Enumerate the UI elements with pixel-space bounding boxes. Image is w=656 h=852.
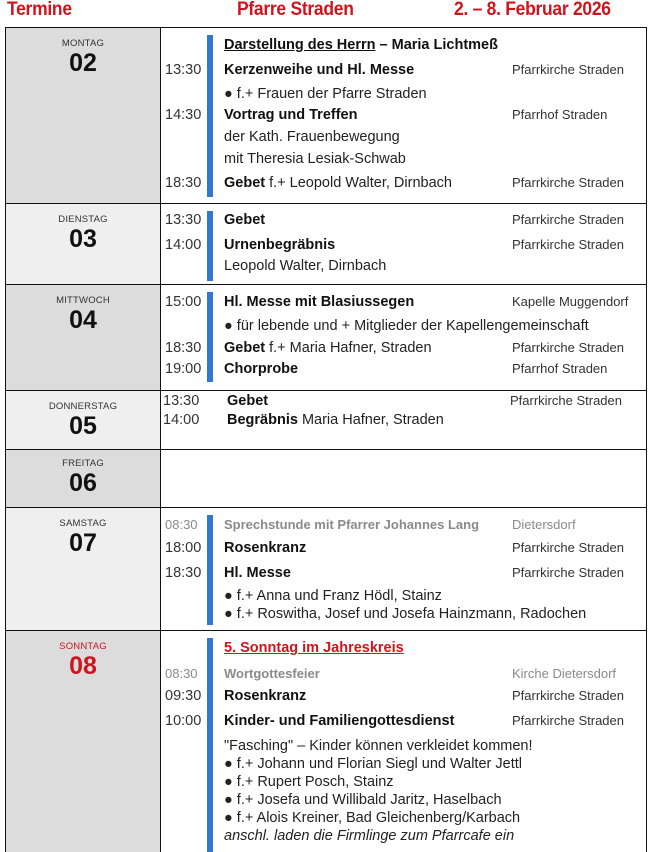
accent-bar: [207, 638, 213, 852]
day-row-sunday: [6, 631, 646, 852]
day-name: MITTWOCH: [56, 295, 110, 306]
day-name: FREITAG: [62, 458, 104, 469]
event-location: Dietersdorf: [512, 517, 576, 532]
event-time: 08:30: [165, 666, 198, 681]
event-time: 18:30: [165, 340, 202, 356]
event-location: Pfarrhof Straden: [512, 107, 608, 122]
day-row-friday: [6, 450, 646, 508]
event-title: Rosenkranz: [224, 540, 307, 556]
event-time: 09:30: [165, 688, 202, 704]
day-name: DONNERSTAG: [48, 401, 118, 412]
day-row-thursday: [6, 391, 646, 450]
event-time: 10:00: [165, 713, 202, 729]
header-date-range: 2. – 8. Februar 2026: [454, 0, 611, 20]
day-number: 06: [69, 469, 97, 497]
event-time: 14:00: [165, 237, 202, 253]
event-time: 13:30: [165, 62, 202, 78]
event-title: Rosenkranz: [224, 688, 307, 704]
day-number: 08: [69, 652, 97, 680]
day-number: 03: [69, 225, 97, 253]
accent-bar: [207, 211, 213, 281]
feast-title: Darstellung des Herrn: [224, 37, 376, 53]
event-time: 13:30: [163, 393, 200, 409]
day-number: 02: [69, 49, 97, 77]
day-number: 04: [69, 306, 97, 334]
event-title: Gebet: [224, 175, 266, 191]
day-events: 08:30 Sprechstunde mit Pfarrer Johannes Lang Dietersdorf 18:00 Rosenkranz Pfarrkirche Straden 18:30 Hl. Messe Pfarrkirche Straden ● f.+ Anna und Franz Hödl, Stainz ● f.+ Roswitha, Josef und Josefa Hainzmann, Radochen: [162, 508, 646, 630]
schedule-table: [5, 27, 647, 852]
day-row-saturday: [6, 508, 646, 631]
day-number: 05: [69, 412, 97, 440]
day-cell: [6, 631, 161, 852]
accent-bar: [207, 292, 213, 382]
event-time: 14:30: [165, 107, 202, 123]
day-name: SONNTAG: [59, 641, 107, 652]
day-name: MONTAG: [61, 38, 105, 49]
event-time: 14:00: [163, 412, 200, 428]
event-title: Vortrag und Treffen: [224, 107, 358, 123]
event-time: 13:30: [165, 212, 202, 228]
event-location: Pfarrkirche Straden: [512, 340, 624, 355]
event-location: Pfarrkirche Straden: [512, 713, 624, 728]
event-location: Kapelle Muggendorf: [512, 294, 629, 309]
event-location: Pfarrhof Straden: [512, 361, 608, 376]
day-cell: [6, 204, 161, 284]
day-cell: [6, 28, 161, 203]
day-events: 5. Sonntag im Jahreskreis 08:30 Wortgottesfeier Kirche Dietersdorf 09:30 Rosenkranz Pfarrkirche Straden 10:00 Kinder- und Familiengottesdienst Pfarrkirche Straden "Fasching" – Kinder können verkleidet kommen! ● f.+ Johann und Florian Siegl und Walter Jettl ● f.+ Rupert Posch, Stainz ● f.+ Josefa und Willibald Jaritz, Haselbach ● f.+ Alois Kreiner, Bad Gleichenberg/Karbach anschl. laden die Firmlinge zum Pfarrcafe ein: [162, 631, 646, 852]
event-location: Pfarrkirche Straden: [512, 565, 624, 580]
header-termine: Termine: [7, 0, 72, 20]
day-events: Darstellung des Herrn – Maria Lichtmeß 13:30 Kerzenweihe und Hl. Messe Pfarrkirche Straden ● f.+ Frauen der Pfarre Straden 14:30 Vortrag und Treffen Pfarrhof Straden der Kath. Frauenbewegung mit Theresia Lesiak-Schwab 18:30 Gebet f.+ Leopold Walter, Dirnbach Pfarrkirche Straden: [162, 28, 646, 203]
event-title: Kerzenweihe und Hl. Messe: [224, 62, 415, 78]
event-title: Gebet: [224, 212, 266, 228]
event-title: Sprechstunde mit Pfarrer Johannes Lang: [224, 517, 480, 532]
event-time: 15:00: [165, 294, 202, 310]
day-cell: [6, 285, 161, 390]
event-time: 18:30: [165, 175, 202, 191]
accent-bar: [207, 515, 213, 625]
event-title: Hl. Messe mit Blasiussegen: [224, 294, 415, 310]
day-row-wednesday: [6, 285, 646, 391]
event-time: 08:30: [165, 517, 198, 532]
day-events: 13:30 Gebet Pfarrkirche Straden 14:00 Urnenbegräbnis Pfarrkirche Straden Leopold Walter, Dirnbach: [162, 204, 646, 284]
header-parish: Pfarre Straden: [237, 0, 354, 20]
event-title: Wortgottesfeier: [224, 666, 320, 681]
day-name: DIENSTAG: [58, 214, 108, 225]
day-events: 15:00 Hl. Messe mit Blasiussegen Kapelle Muggendorf ● für lebende und + Mitglieder der Kapellengemeinschaft 18:30 Gebet f.+ Maria Hafner, Straden Pfarrkirche Straden 19:00 Chorprobe Pfarrhof Straden: [162, 285, 646, 390]
event-location: Kirche Dietersdorf: [512, 666, 617, 681]
event-time: 19:00: [165, 361, 202, 377]
event-time: 18:30: [165, 565, 202, 581]
day-events: [162, 450, 646, 507]
event-title: Begräbnis: [227, 412, 298, 428]
feast-title: 5. Sonntag im Jahreskreis: [224, 640, 404, 656]
day-number: 07: [69, 529, 97, 557]
day-row-tuesday: [6, 204, 646, 285]
event-location: Pfarrkirche Straden: [512, 175, 624, 190]
event-title: Hl. Messe: [224, 565, 291, 581]
event-location: Pfarrkirche Straden: [512, 540, 624, 555]
day-cell: [6, 450, 161, 507]
event-location: Pfarrkirche Straden: [512, 62, 624, 77]
day-name: SAMSTAG: [59, 518, 107, 529]
event-title: Kinder- und Familiengottesdienst: [224, 713, 455, 729]
day-events: 13:30 Gebet Pfarrkirche Straden 14:00 Begräbnis Maria Hafner, Straden: [163, 393, 622, 428]
day-row-monday: [6, 28, 646, 204]
event-location: Pfarrkirche Straden: [510, 393, 622, 408]
accent-bar: [207, 35, 213, 197]
event-title: Gebet: [227, 393, 269, 409]
page-header: [0, 0, 656, 24]
event-title: Gebet: [224, 340, 266, 356]
event-location: Pfarrkirche Straden: [512, 688, 624, 703]
event-title: Chorprobe: [224, 361, 299, 377]
event-location: Pfarrkirche Straden: [512, 237, 624, 252]
day-cell: [6, 391, 161, 449]
event-time: 18:00: [165, 540, 202, 556]
event-title: Urnenbegräbnis: [224, 237, 336, 253]
event-location: Pfarrkirche Straden: [512, 212, 624, 227]
day-cell: [6, 508, 161, 630]
